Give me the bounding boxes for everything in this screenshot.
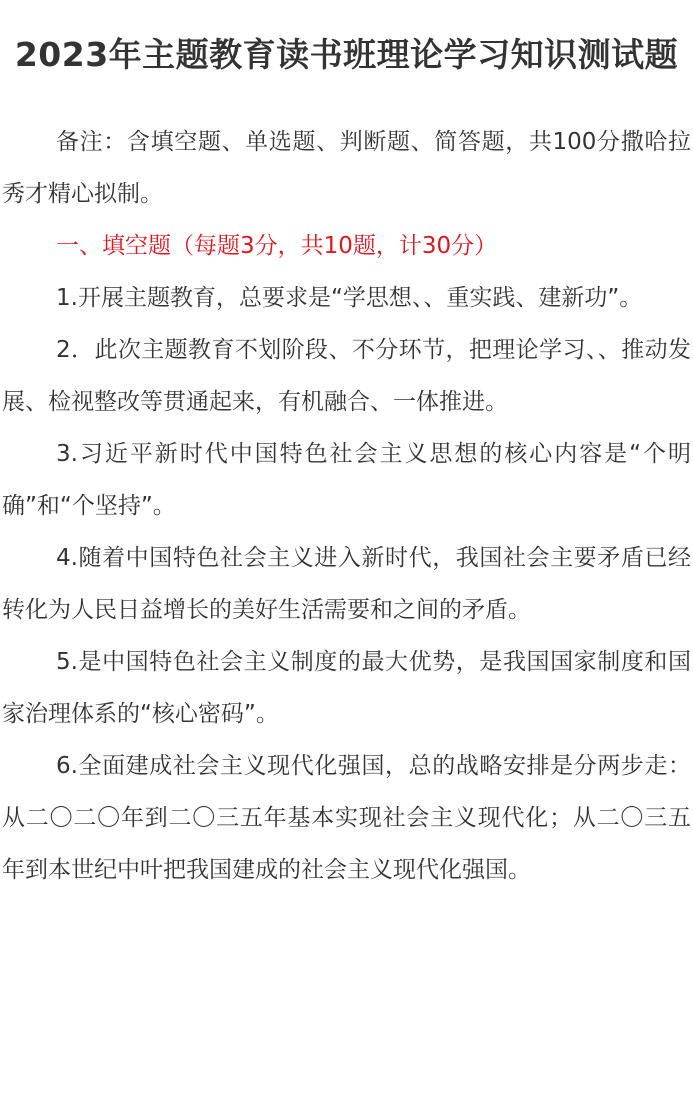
document-title: 2023年主题教育读书班理论学习知识测试题: [14, 35, 679, 74]
question-6: 6.全面建成社会主义现代化强国，总的战略安排是分两步走：从二〇二〇年到二〇三五年基本实现社会主义现代化；从二〇三五年到本世纪中叶把我国建成的社会主义现代化强国。: [2, 753, 691, 883]
note-paragraph: 备注：含填空题、单选题、判断题、简答题，共100分撒哈拉秀才精心拟制。: [2, 129, 691, 207]
question-5: 5.是中国特色社会主义制度的最大优势，是我国国家制度和国家治理体系的“核心密码”。: [2, 649, 691, 727]
question-3: 3.习近平新时代中国特色社会主义思想的核心内容是“个明确”和“个坚持”。: [2, 441, 691, 519]
section-heading: 一、填空题（每题3分，共10题，计30分）: [56, 233, 498, 259]
document-body: [0, 116, 693, 896]
question-2: 2．此次主题教育不划阶段、不分环节，把理论学习、、推动发展、检视整改等贯通起来，有机融合、一体推进。: [2, 337, 691, 415]
question-4: 4.随着中国特色社会主义进入新时代，我国社会主要矛盾已经转化为人民日益增长的美好生活需要和之间的矛盾。: [2, 545, 691, 623]
question-1: 1.开展主题教育，总要求是“学思想、、重实践、建新功”。: [56, 285, 643, 311]
